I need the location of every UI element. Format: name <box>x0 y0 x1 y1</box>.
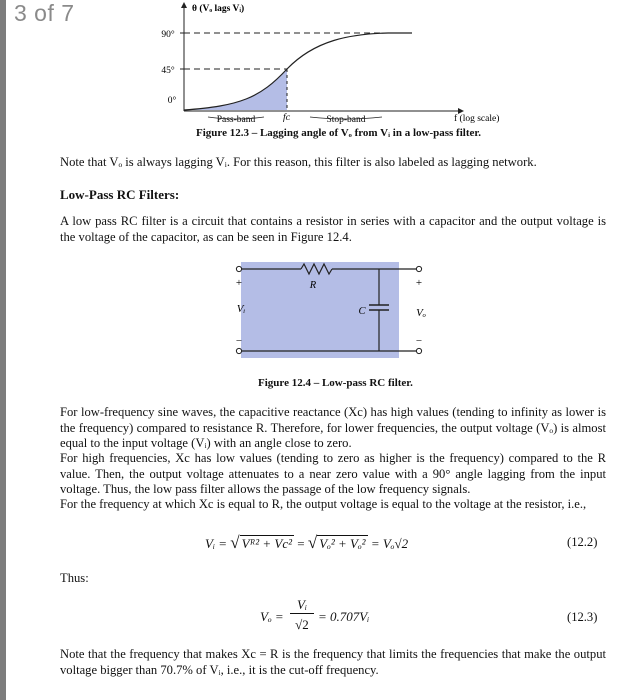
eq-12-3-numerator: Vᵢ <box>290 597 314 614</box>
equation-12-3-number: (12.3) <box>567 610 598 624</box>
phase-angle-graph <box>150 0 530 128</box>
eq-12-2-sqrt-2: Vₒ² + Vₒ² <box>319 536 366 551</box>
paragraph-lagging: Note that Vₒ is always lagging Vᵢ. For this reason, this filter is also labeled as lagging network. <box>60 155 537 169</box>
terminal-in-top <box>236 266 241 271</box>
y-axis-arrow <box>181 2 187 8</box>
tick-label-90: 90° <box>161 30 175 40</box>
viewer-left-edge <box>0 0 6 700</box>
paragraph-low-frequency: For low-frequency sine waves, the capacitive reactance (Xc) has high values (tending to infinity as lower is the frequency) compared to resistance R. Therefore, for lower frequencies, the output voltage (Vₒ) is almost equal to the input voltage (Vᵢ) with an angle close to zero. <box>60 405 606 451</box>
eq-12-2-lhs: Vᵢ = <box>205 536 228 551</box>
paragraph-intro: A low pass RC filter is a circuit that contains a resistor in series with a capacitor and the output voltage is the voltage of the capacitor, as can be seen in Figure 12.4. <box>60 214 606 244</box>
sqrt-symbol-1: √ <box>230 533 240 552</box>
eq-12-3-rhs: = 0.707Vᵢ <box>318 609 370 624</box>
minus-in: − <box>235 335 243 347</box>
figure-12-4-caption: Figure 12.4 – Low-pass RC filter. <box>258 377 413 389</box>
thus-label: Thus: <box>60 571 89 585</box>
fc-label: fᴄ <box>283 113 290 123</box>
tick-label-45: 45° <box>161 66 175 76</box>
x-axis-label: f (log scale) <box>454 114 500 124</box>
terminal-out-top <box>416 266 421 271</box>
vi-label: Vᵢ <box>236 303 246 315</box>
passband-label: Pass-band <box>216 115 256 125</box>
eq-12-2-equals-1: = <box>297 536 305 551</box>
equation-12-2 <box>205 533 408 553</box>
eq-12-3-denominator: √2 <box>295 617 309 632</box>
vo-label: Vₒ <box>416 307 426 319</box>
passband-shade <box>184 69 287 110</box>
y-axis-label: θ (Vₒ lags Vᵢ) <box>192 4 245 14</box>
sqrt-symbol-2: √ <box>307 533 318 552</box>
c-label: C <box>358 306 366 317</box>
tick-label-0: 0° <box>167 96 177 106</box>
equation-12-3 <box>260 597 460 637</box>
plus-out: + <box>415 277 423 289</box>
eq-12-2-rhs: = Vₒ√2 <box>370 536 409 551</box>
plus-in: + <box>235 277 243 289</box>
page-counter: 3 of 7 <box>14 0 75 26</box>
paragraph-high-frequency: For high frequencies, Xc has low values (tending to zero as higher is the frequency) compared to the R value. Then, the output voltage attenuates to a near zero value with a 90° angle lagging from the input voltage. Thus, the low pass filter allows the passage of the low frequency signals. <box>60 451 606 497</box>
r-label: R <box>309 280 317 291</box>
figure-12-3-caption: Figure 12.3 – Lagging angle of Vₒ from Vᵢ in a low-pass filter. <box>196 127 482 139</box>
minus-out: − <box>415 335 423 347</box>
rc-circuit-diagram <box>225 256 440 368</box>
terminal-in-bottom <box>236 348 241 353</box>
eq-12-3-lhs: Vₒ = <box>260 609 284 624</box>
equation-12-2-number: (12.2) <box>567 535 598 549</box>
paragraph-cutoff-frequency: For the frequency at which Xc is equal to R, the output voltage is equal to the voltage at the resistor, i.e., <box>60 497 587 511</box>
heading-low-pass-rc-filters: Low-Pass RC Filters: <box>60 187 180 202</box>
eq-12-2-sqrt-1: Vᴿ² + Vc² <box>241 536 292 551</box>
terminal-out-bottom <box>416 348 421 353</box>
paragraph-conclusion: Note that the frequency that makes Xc = R is the frequency that limits the frequencies that make the output voltage bigger than 70.7% of Vᵢ, i.e., it is the cut-off frequency. <box>60 647 606 677</box>
stopband-label: Stop-band <box>326 115 366 125</box>
phase-curve <box>184 33 412 110</box>
